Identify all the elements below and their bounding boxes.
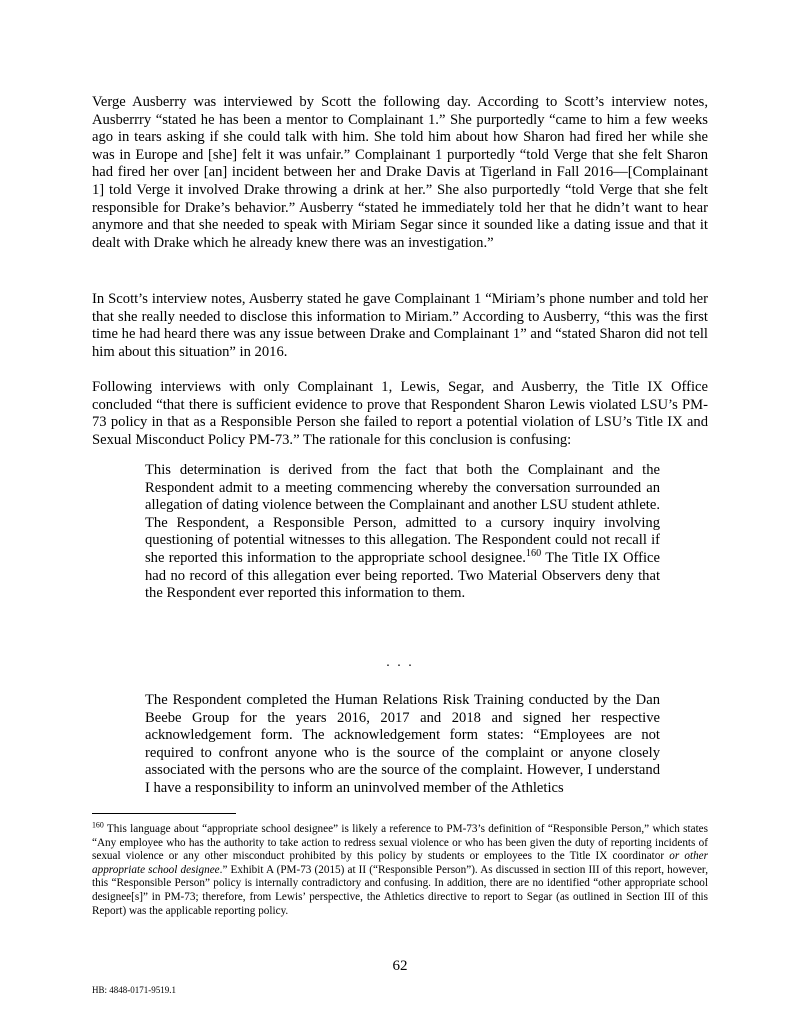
ellipsis: . . . bbox=[386, 655, 414, 670]
footnote-number: 160 bbox=[92, 820, 104, 830]
block-quote-determination bbox=[145, 462, 660, 603]
quote-text: This determination is derived from the fact that both the Complainant and the Respondent admit to a meeting commencing whereby the conversation surrounded an allegation of dating violence between the Complainant and another LSU student athlete. The Respondent, a Responsible Person, admitted to a cursory inquiry involving questioning of potential witnesses to this allegation. The Respondent could not recall if she reported this information to the appropriate school designee. bbox=[145, 462, 660, 566]
paragraph-ausberry-interview: Verge Ausberry was interviewed by Scott the following day. According to Scott’s interview notes, Ausberrry “stated he has been a mentor to Complainant 1.” She purportedly “came to him a few weeks ago in tears asking if she could talk with him. She told him about how Sharon had fired her while she was in Europe and [she] felt it was unfair.” Complainant 1 purportedly “told Verge that she felt Sharon had fired her over [an] incident between her and Drake Davis at Tigerland in Fall 2016—[Complainant 1] told Verge it involved Drake throwing a drink at her.” She also purportedly “told Verge that she felt responsible for Drake’s behavior.” Ausberry “stated he immediately told her that he didn’t want to hear anymore and that she needed to speak with Miriam Segar since it sounded like a dating issue and that it dealt with Drake which he already knew there was an investigation.” bbox=[92, 94, 708, 251]
quote-text: The Title IX Office had no record of this allegation ever being reported. Two Material Observers deny that the Respondent ever reported this information to them. bbox=[145, 549, 660, 602]
footnote-160 bbox=[92, 820, 709, 918]
footnote-italic-text: or other appropriate school designee bbox=[92, 850, 708, 876]
block-quote-training: The Respondent completed the Human Relations Risk Training conducted by the Dan Beebe Group for the years 2016, 2017 and 2018 and signed her respective acknowledgement form. The acknowledgement form states: “Employees are not required to confront anyone who is the source of the complaint or anyone closely associated with the persons who are the source of the complaint. However, I understand I have a responsibility to inform an uninvolved member of the Athletics bbox=[145, 692, 660, 796]
footnote-separator bbox=[92, 813, 236, 814]
paragraph-phone-number: In Scott’s interview notes, Ausberry stated he gave Complainant 1 “Miriam’s phone number and told her that she really needed to disclose this information to Miriam.” According to Ausberry, “this was the first time he had heard there was any issue between Drake and Complainant 1” and “stated Sharon did not tell him about this situation” in 2016. bbox=[92, 291, 708, 360]
page-number: 62 bbox=[392, 958, 408, 974]
footnote-text: This language about “appropriate school designee” is likely a reference to PM-73’s definition of “Responsible Person,” which states “Any employee who has the authority to take action to redress sexual violence or who has been given the duty of reporting incidents of sexual violence or any other misconduct prohibited by this policy by students or employees to the Title IX coordinator bbox=[92, 823, 708, 863]
document-id: HB: 4848-0171-9519.1 bbox=[92, 985, 176, 995]
footnote-reference[interactable]: 160 bbox=[525, 548, 542, 560]
paragraph-title-ix-conclusion: Following interviews with only Complainant 1, Lewis, Segar, and Ausberry, the Title IX Office concluded “that there is sufficient evidence to prove that Respondent Sharon Lewis violated LSU’s PM-73 policy in that as a Responsible Person she failed to report a potential violation of LSU’s Title IX and Sexual Misconduct Policy PM-73.” The rationale for this conclusion is confusing: bbox=[92, 379, 708, 448]
footnote-text: .” Exhibit A (PM-73 (2015) at II (“Responsible Person”). As discussed in section III of this report, however, this “Responsible Person” policy is internally contradictory and confusing. In addition, there are no identified “other appropriate school designee[s]” in PM-73; therefore, from Lewis’ perspective, the Athletics directive to report to Segar (as outlined in Section III of this Report) was the applicable reporting policy. bbox=[92, 863, 709, 917]
